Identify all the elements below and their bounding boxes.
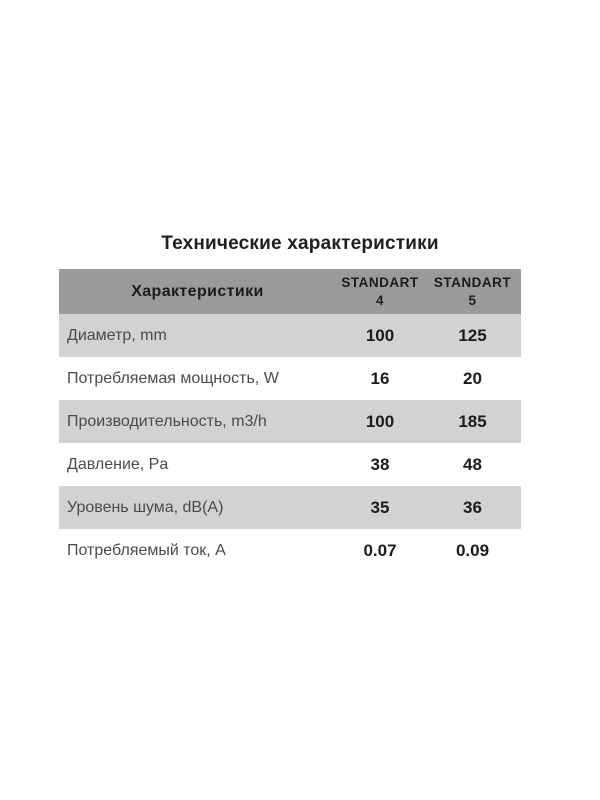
header-standart-5 (424, 269, 521, 314)
table-header-row (59, 269, 521, 314)
header-standart-5-number: 5 (468, 292, 477, 308)
header-standart-5-name: STANDART (433, 274, 512, 290)
spec-table (59, 269, 521, 572)
row-label: Уровень шума, dB(A) (67, 498, 224, 516)
row-value-standart4: 100 (365, 411, 395, 431)
row-value-standart4: 0.07 (363, 540, 397, 560)
table-row (59, 443, 521, 486)
row-value-standart4: 100 (365, 325, 395, 345)
page-title: Технические характеристики (161, 233, 439, 254)
table-row (59, 314, 521, 357)
row-label: Потребляемая мощность, W (67, 369, 279, 387)
row-label: Давление, Pa (67, 455, 169, 473)
row-value-standart5: 20 (463, 368, 482, 388)
table-row (59, 400, 521, 443)
table-row (59, 529, 521, 572)
header-standart-4 (336, 269, 424, 314)
row-label: Потребляемый ток, A (67, 541, 226, 559)
table-row (59, 486, 521, 529)
header-standart-4-name: STANDART (341, 274, 419, 290)
table-row (59, 357, 521, 400)
header-standart-4-number: 4 (375, 292, 384, 308)
row-value-standart4: 38 (370, 454, 390, 474)
row-value-standart4: 35 (370, 497, 390, 517)
row-label: Диаметр, mm (67, 326, 167, 344)
row-value-standart5: 36 (463, 497, 482, 517)
row-value-standart5: 0.09 (455, 540, 490, 560)
row-value-standart5: 125 (458, 325, 487, 345)
header-characteristics: Характеристики (131, 282, 264, 300)
row-value-standart5: 48 (463, 454, 482, 474)
row-value-standart4: 16 (370, 368, 390, 388)
row-value-standart5: 185 (458, 411, 487, 431)
row-label: Производительность, m3/h (67, 412, 267, 430)
